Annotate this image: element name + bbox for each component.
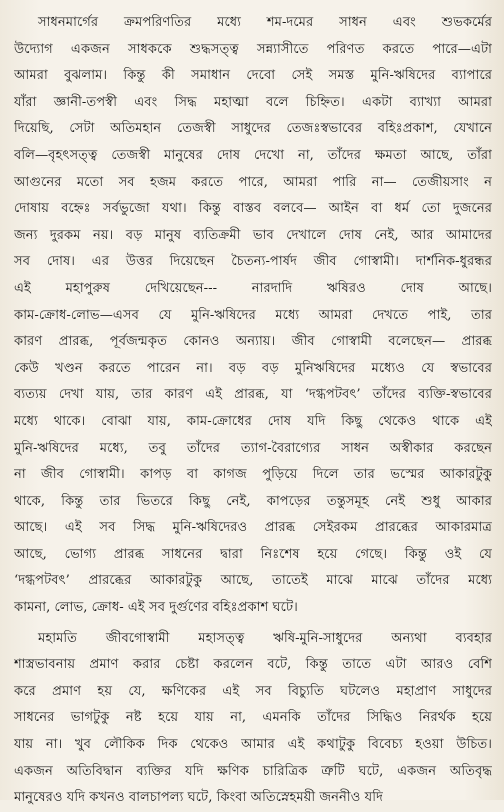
- text-line: কামনা, লোভ, ক্রোধ- এই সব দুর্গুণের বহিঃপ্রকাশ ঘটে।: [14, 600, 298, 616]
- text-line: মানুষেরও যদি কখনও বালচাপল্য ঘটে, কিংবা অতিস্নেহময়ী জননীও যদি: [14, 790, 383, 806]
- text-line: আছে। এই সব সিদ্ধ মুনি-ঋষিদেরও প্রারব্ধ সেইরকম প্রারব্ধের আকারমাত্র: [14, 520, 492, 536]
- text-line: কারণ প্রারব্ধ, পূর্বজন্মকৃত কোনও অন্যায়। জীব গোস্বামী বলেছেন— প্রারব্ধ: [14, 334, 492, 350]
- text-line: সব দোষ। এর উত্তর দিয়েছেন চৈতন্য-পার্ষদ জীব গোস্বামী। দার্শনিক-ধুরন্ধর: [14, 254, 492, 270]
- text-line: সাধনের ভাগটুকু নষ্ট হয়ে যায় না, এমনকি তাঁদের সিদ্ধিও নিরর্থক হয়ে: [14, 710, 492, 726]
- text-line: মধ্যে থাকে। বোঝা যায়, কাম-ক্রোধের দোষ যদি কিছু থেকেও থাকে এই: [14, 413, 492, 429]
- text-line: যাঁরা জ্ঞানী-তপস্বী এবং সিদ্ধ মহাত্মা বলে চিহ্নিত। একটা ব্যাখ্যা আমরা: [14, 94, 492, 110]
- text-line: জন্য দুরকম নয়। বড় মানুষ ব্যতিক্রমী ভাব দেখালে দোষ নেই, আর আমাদের: [14, 227, 492, 243]
- text-line: সাধনমার্গের ক্রমপরিণতির মধ্যে শম-দমের সাধন এবং শুভকর্মের: [38, 15, 492, 30]
- text-line: মহামতি জীবগোস্বামী মহাসত্ত্ব ঋষি-মুনি-সাধুদের অন্যথা ব্যবহার: [38, 630, 492, 646]
- text-line: না জীব গোস্বামী। কাপড় বা কাগজ পুড়িয়ে দিলে তার ভস্মের আকারটুকু: [14, 467, 492, 483]
- text-line: থাকে, কিন্তু তার ভিতরে কিছু নেই, কাপড়ের তন্তুসমূহ নেই শুধু আকার: [14, 493, 492, 509]
- text-line: আগুনের মতো সব হজম করতে পারে, আমরা পারি না— তেজীয়সাং ন: [14, 174, 492, 190]
- text-line: উদ্যোগ একজন সাধককে শুদ্ধসত্ত্ব সন্ন্যাসীতে পরিণত করতে পারে—এটা: [14, 41, 492, 57]
- text-line: যায় না। খুব লৌকিক দিক থেকেও আমার এই কথাটুকু বিবেচ্য হওয়া উচিত।: [14, 737, 492, 753]
- text-line: ‘দগ্ধপটবৎ’ প্রারব্ধের আকারটুকু আছে, তাতেই মাঝে মাঝে তাঁদের মধ্যে: [14, 573, 492, 589]
- text-line: কাম-ক্রোধ-লোভ—এসব যে মুনি-ঋষিদের মধ্যে আমরা দেখতে পাই, তার: [14, 307, 492, 323]
- paragraph-1: [14, 10, 492, 622]
- text-line: দোষায় বহ্নেঃ সর্বভুজো যথা। কিন্তু বাস্তব বলবে— আইন বা ধর্ম তো দুজনের: [14, 201, 492, 217]
- text-line: দিয়েছি, সেটা অতিমহান তেজস্বী সাধুদের তেজঃস্বভাবের বহিঃপ্রকাশ, যেখানে: [14, 121, 492, 137]
- text-line: এই মহাপুরুষ দেখিয়েছেন--- নারদাদি ঋষিরও দোষ আছে।: [14, 280, 492, 296]
- text-line: করে প্রমাণ হয় যে, ক্ষণিকের এই সব বিচ্যুতি ঘটলেও মহাপ্রাণ সাধুদের: [14, 683, 492, 699]
- text-line: কেউ খণ্ডন করতে পারেন না। বড় বড় মুনিঋষিদের মধ্যেও যে স্বভাবের: [14, 360, 492, 376]
- text-line: একজন অতিবিদ্বান ব্যক্তির যদি ক্ষণিক চারিত্রিক ত্রুটি ঘটে, একজন অতিবৃদ্ধ: [14, 763, 492, 779]
- text-line: আছে, ভোগ্য প্রারব্ধ সাধনের দ্বারা নিঃশেষ হয়ে গেছে। কিন্তু ওই যে: [14, 546, 492, 562]
- paragraph-2: [14, 626, 492, 812]
- text-line: ব্যত্যয় দেখা যায়, তার কারণ এই প্রারব্ধ, যা ‘দগ্ধপটবৎ’ তাঁদের ব্যক্তি-স্বভাবের: [14, 387, 492, 403]
- text-line: আমরা বুঝলাম। কিন্তু কী সমাধান দেবো সেই সমস্ত মুনি-ঋষিদের ব্যাপারে: [14, 68, 492, 84]
- text-line: শাস্ত্রভাবনায় প্রমাণ করার চেষ্টা করলেন বটে, কিন্তু তাতে এটা আরও বেশি: [14, 657, 492, 673]
- text-line: মুনি-ঋষিদের মধ্যে, তবু তাঁদের ত্যাগ-বৈরাগ্যের সাধন অস্বীকার করছেন: [14, 440, 492, 456]
- text-line: বলি—বৃহৎসত্ত্ব তেজস্বী মানুষের দোষ দেখো না, তাঁদের ক্ষমতা আছে, তাঁরা: [14, 147, 492, 163]
